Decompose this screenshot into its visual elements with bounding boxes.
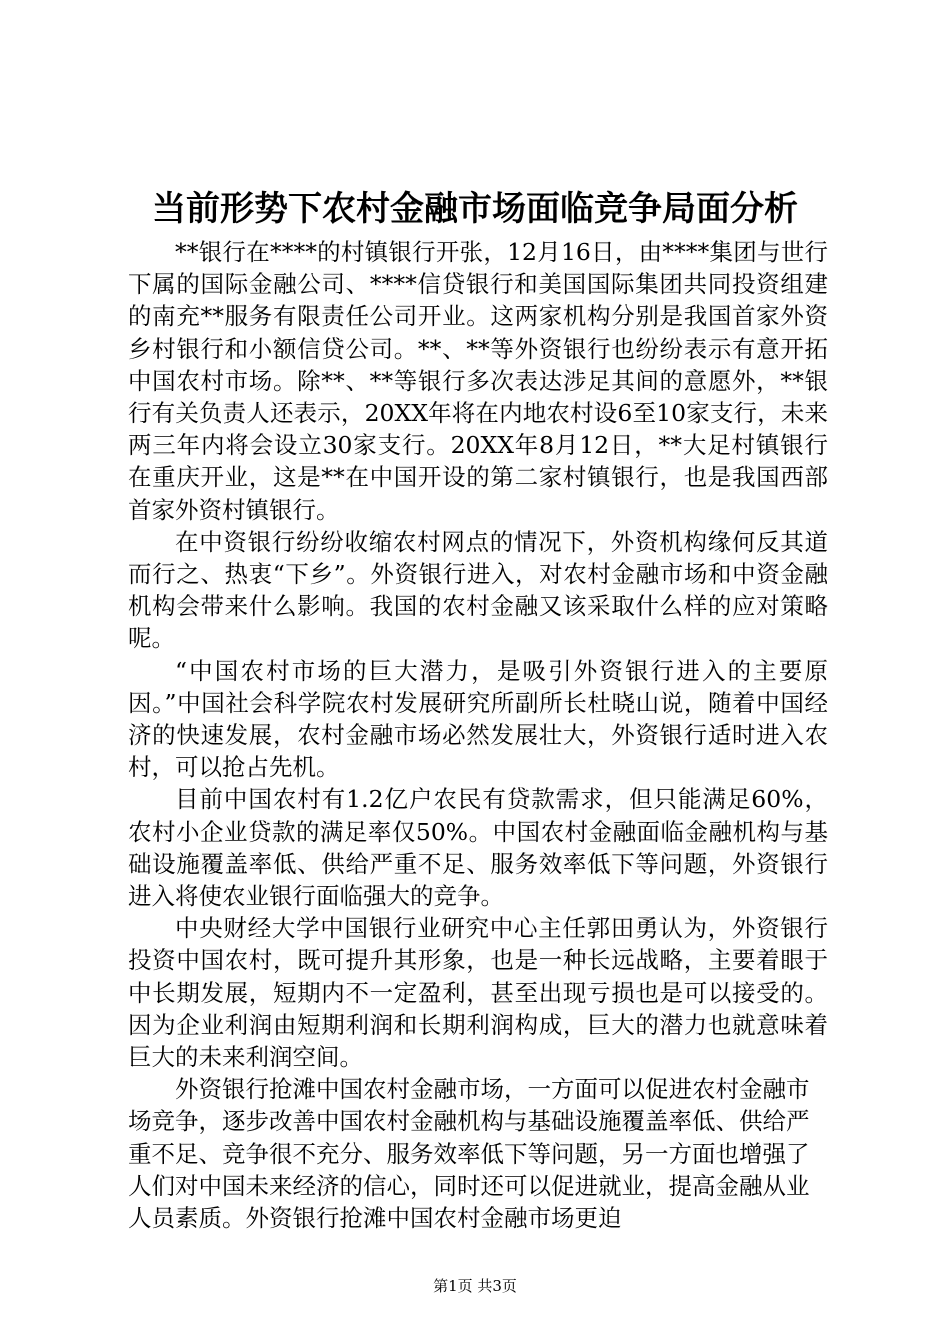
document-title: 当前形势下农村金融市场面临竞争局面分析 — [152, 189, 798, 229]
document-body — [128, 236, 828, 1234]
page-number-footer: 第1页 共3页 — [433, 1277, 517, 1295]
paragraph-1: **银行在****的村镇银行开张，12月16日，由****集团与世行下属的国际金融公司、****信贷银行和美国国际集团共同投资组建的南充**服务有限责任公司开业。这两家机构分别是我国首家外资乡村银行和小额信贷公司。**、**等外资银行也纷纷表示有意开拓中国农村市场。除**、**等银行多次表达涉足其间的意愿外，**银行有关负责人还表示，20XX年将在内地农村设6至10家支行，未来两三年内将会设立30家支行。20XX年8月12日，**大足村镇银行在重庆开业，这是**在中国开设的第二家村镇银行，也是我国西部首家外资村镇银行。 — [128, 238, 828, 524]
paragraph-5: 中央财经大学中国银行业研究中心主任郭田勇认为，外资银行投资中国农村，既可提升其形象，也是一种长远战略，主要着眼于中长期发展，短期内不一定盈利，甚至出现亏损也是可以接受的。因为企业利润由短期利润和长期利润构成，巨大的潜力也就意味着巨大的未来利润空间。 — [128, 914, 828, 1072]
paragraph-3: “中国农村市场的巨大潜力，是吸引外资银行进入的主要原因。”中国社会科学院农村发展研究所副所长杜晓山说，随着中国经济的快速发展，农村金融市场必然发展壮大，外资银行适时进入农村，可以抢占先机。 — [128, 656, 828, 782]
paragraph-6: 外资银行抢滩中国农村金融市场，一方面可以促进农村金融市场竞争，逐步改善中国农村金融机构与基础设施覆盖率低、供给严重不足、竞争很不充分、服务效率低下等问题，另一方面也增强了人们对中国未来经济的信心，同时还可以促进就业，提高金融从业人员素质。外资银行抢滩中国农村金融市场更迫 — [128, 1075, 810, 1233]
paragraph-4: 目前中国农村有1.2亿户农民有贷款需求，但只能满足60%，农村小企业贷款的满足率仅50%。中国农村金融面临金融机构与基础设施覆盖率低、供给严重不足、服务效率低下等问题，外资银行进入将使农业银行面临强大的竞争。 — [128, 785, 828, 911]
paragraph-2: 在中资银行纷纷收缩农村网点的情况下，外资机构缘何反其道而行之、热衷“下乡”。外资银行进入，对农村金融市场和中资金融机构会带来什么影响。我国的农村金融又该采取什么样的应对策略呢。 — [128, 527, 828, 653]
